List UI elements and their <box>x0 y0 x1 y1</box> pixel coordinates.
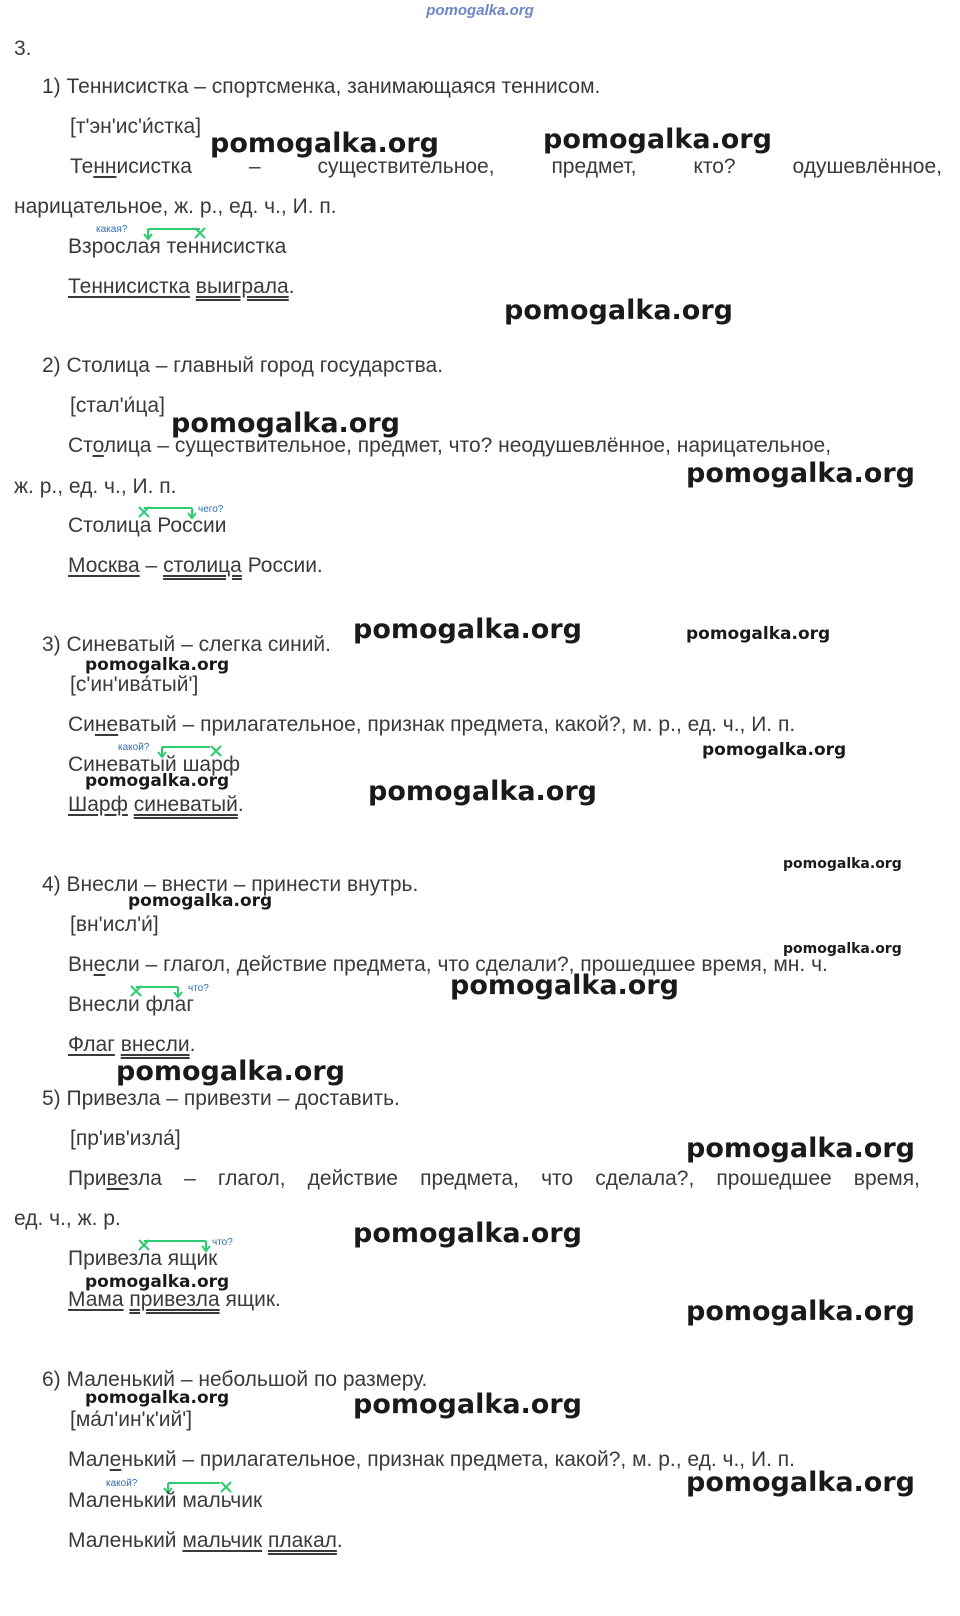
task-number: 3. <box>14 37 32 60</box>
subject: мальчик <box>182 1529 263 1552</box>
item-3-title: 3) Синеватый – слегка синий. <box>42 633 331 656</box>
item-5-analysis: Привезла – глагол, действие предмета, что сделала?, прошедшее время, <box>68 1167 920 1190</box>
item-5-sentence: Мама привезла ящик. <box>68 1288 281 1311</box>
watermark: pomogalka.org <box>368 776 597 807</box>
watermark: pomogalka.org <box>450 970 679 1001</box>
item-6-stress-letter: е <box>109 1448 122 1471</box>
item-2-title: 2) Столица – главный город государства. <box>42 354 444 377</box>
site-header[interactable]: pomogalka.org <box>426 2 534 19</box>
item-4-sentence: Флаг внесли. <box>68 1033 196 1056</box>
subject: Мама <box>68 1288 124 1311</box>
item-3-transcription: [с'ин'ива́тый'] <box>70 673 199 696</box>
watermark: pomogalka.org <box>686 1467 915 1498</box>
predicate: синеватый <box>133 793 238 816</box>
item-4-transcription: [вн'исл'и́] <box>70 913 159 936</box>
item-6-transcription: [ма́л'ин'к'ий'] <box>70 1408 193 1431</box>
item-5-analysis-cont: ед. ч., ж. р. <box>14 1207 121 1230</box>
item-1-question: какая? <box>96 224 128 235</box>
item-4-title: 4) Внесли – внести – принести внутрь. <box>42 873 419 896</box>
predicate: выиграла <box>195 275 289 298</box>
watermark: pomogalka.org <box>85 1272 230 1292</box>
watermark: pomogalka.org <box>504 295 733 326</box>
watermark: pomogalka.org <box>85 771 230 791</box>
watermark: pomogalka.org <box>128 891 273 911</box>
item-1-stress-letters: нн <box>93 155 117 178</box>
watermark: pomogalka.org <box>353 614 582 645</box>
item-4-phrase: Внесли флаг <box>68 993 195 1016</box>
watermark: pomogalka.org <box>783 941 902 957</box>
watermark: pomogalka.org <box>686 1296 915 1327</box>
item-4-analysis: Внесли – глагол, действие предмета, что сделали?, прошедшее время, мн. ч. <box>68 953 828 976</box>
predicate: привезла <box>129 1288 220 1311</box>
item-1-phrase: Взрослая теннисистка <box>68 235 287 258</box>
item-6-analysis: Маленький – прилагательное, признак предмета, какой?, м. р., ед. ч., И. п. <box>68 1448 795 1471</box>
item-1-link-arrow <box>136 224 216 244</box>
item-6-phrase: Маленький мальчик <box>68 1489 263 1512</box>
watermark: pomogalka.org <box>543 124 772 155</box>
item-5-phrase: Привезла ящик <box>68 1247 218 1270</box>
watermark: pomogalka.org <box>85 1388 230 1408</box>
watermark: pomogalka.org <box>353 1218 582 1249</box>
item-3-phrase: Синеватый шарф <box>68 753 241 776</box>
watermark: pomogalka.org <box>686 458 915 489</box>
item-2-question: чего? <box>198 504 224 515</box>
item-2-transcription: [стал'и́ца] <box>70 394 165 417</box>
predicate: внесли <box>120 1033 190 1056</box>
item-1-analysis: Теннисистка – существительное, предмет, кто? одушевлённое, <box>70 155 942 178</box>
item-6-sentence: Маленький мальчик плакал. <box>68 1529 343 1552</box>
item-2-analysis: Столица – существительное, предмет, что? неодушевлённое, нарицательное, <box>68 434 832 457</box>
item-3-stress-letters: не <box>94 713 119 736</box>
item-6-title: 6) Маленький – небольшой по размеру. <box>42 1368 428 1391</box>
item-3-sentence: Шарф синеватый. <box>68 793 244 816</box>
item-3-analysis: Синеватый – прилагательное, признак предмета, какой?, м. р., ед. ч., И. п. <box>68 713 796 736</box>
item-5-title: 5) Привезла – привезти – доставить. <box>42 1087 400 1110</box>
item-4-question: что? <box>188 983 209 994</box>
watermark: pomogalka.org <box>171 408 400 439</box>
watermark: pomogalka.org <box>116 1056 345 1087</box>
subject: Теннисистка <box>68 275 190 298</box>
item-5-transcription: [пр'ив'изла́] <box>70 1127 181 1150</box>
item-5-question: что? <box>212 1237 233 1248</box>
item-1-sentence: Теннисистка выиграла. <box>68 275 295 298</box>
watermark: pomogalka.org <box>686 1133 915 1164</box>
item-4-stress-letter: е <box>93 953 106 976</box>
watermark: pomogalka.org <box>702 740 847 760</box>
subject: Москва <box>68 554 140 577</box>
item-5-stress-letters: ве <box>106 1167 129 1190</box>
item-2-stress-letter: о <box>92 434 104 457</box>
item-2-phrase: Столица России <box>68 514 227 537</box>
item-2-analysis-cont: ж. р., ед. ч., И. п. <box>14 475 177 498</box>
watermark: pomogalka.org <box>783 856 902 872</box>
predicate: плакал <box>267 1529 337 1552</box>
item-6-question: какой? <box>106 1478 138 1489</box>
item-3-question: какой? <box>118 742 150 753</box>
item-1-transcription: [т'эн'ис'и́стка] <box>70 115 202 138</box>
watermark: pomogalka.org <box>353 1389 582 1420</box>
watermark: pomogalka.org <box>210 128 439 159</box>
subject: Флаг <box>68 1033 115 1056</box>
subject: Шарф <box>68 793 128 816</box>
item-1-analysis-cont: нарицательное, ж. р., ед. ч., И. п. <box>14 195 337 218</box>
watermark: pomogalka.org <box>85 655 230 675</box>
item-1-title: 1) Теннисистка – спортсменка, занимающаяся теннисом. <box>42 75 601 98</box>
predicate: столица <box>163 554 242 577</box>
item-2-sentence: Москва – столица России. <box>68 554 323 577</box>
watermark: pomogalka.org <box>686 624 831 644</box>
